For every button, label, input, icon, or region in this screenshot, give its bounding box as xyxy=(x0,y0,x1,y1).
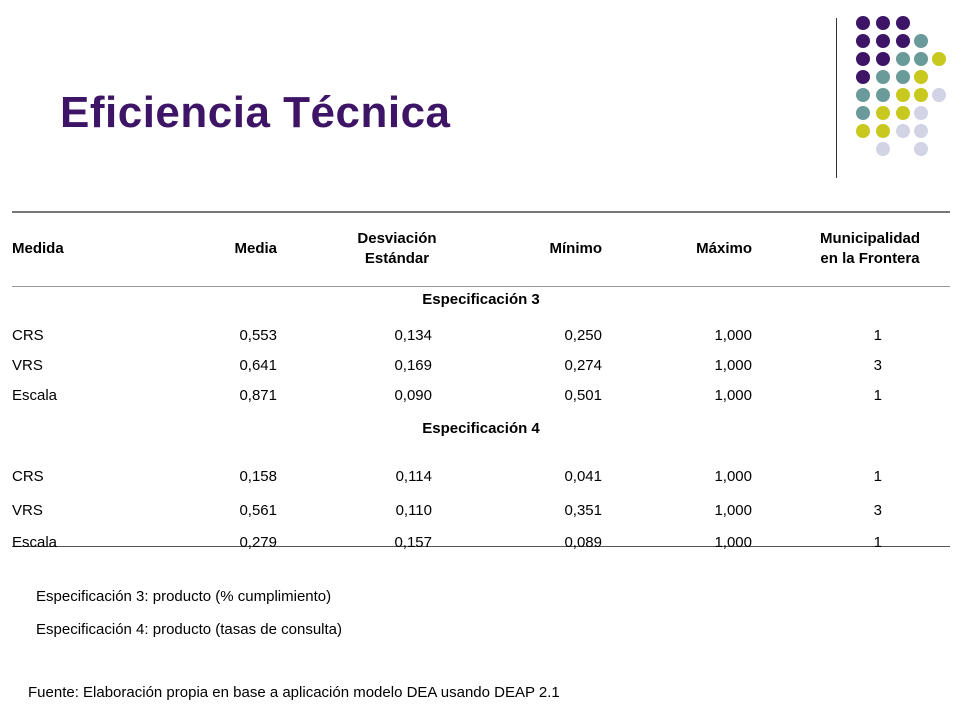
header-desviacion-line1: Desviación xyxy=(357,230,437,247)
table-row xyxy=(12,468,950,488)
header-desviacion xyxy=(322,229,472,269)
table-cell: 0,169 xyxy=(394,357,432,374)
table-cell: 1,000 xyxy=(714,357,752,374)
table-top-rule xyxy=(12,211,950,213)
decorative-dot xyxy=(876,142,890,156)
table-row xyxy=(12,387,950,407)
decorative-dot xyxy=(914,142,928,156)
table-cell: 0,090 xyxy=(394,387,432,404)
decorative-dot xyxy=(896,52,910,66)
decorative-dot xyxy=(856,70,870,84)
note-spec-4: Especificación 4: producto (tasas de consulta) xyxy=(36,621,342,638)
table-cell: 1,000 xyxy=(714,534,752,551)
decorative-dot xyxy=(914,124,928,138)
table-cell: 0,114 xyxy=(395,468,432,485)
decorative-dot xyxy=(876,88,890,102)
table-cell: 0,250 xyxy=(564,327,602,344)
table-cell: Escala xyxy=(12,387,58,404)
decorative-dot xyxy=(896,88,910,102)
decorative-dot xyxy=(856,16,870,30)
note-spec-3: Especificación 3: producto (% cumplimiento) xyxy=(36,588,332,605)
table-cell: 0,351 xyxy=(564,502,602,519)
table-cell: 0,561 xyxy=(239,502,277,519)
table-cell: 1 xyxy=(873,468,882,485)
table-cell: 1 xyxy=(873,327,882,344)
decorative-divider xyxy=(836,18,837,178)
header-municipalidad xyxy=(790,229,950,269)
table-cell: 1,000 xyxy=(714,327,752,344)
table-cell: 3 xyxy=(873,502,882,519)
source-note: Fuente: Elaboración propia en base a aplicación modelo DEA usando DEAP 2.1 xyxy=(28,684,560,701)
header-desviacion-line2: Estándar xyxy=(364,250,430,267)
decorative-dot xyxy=(914,106,928,120)
table-cell: CRS xyxy=(12,468,44,485)
table-cell: 3 xyxy=(873,357,882,374)
decorative-dot xyxy=(856,106,870,120)
table-header-rule xyxy=(12,286,950,287)
decorative-dot xyxy=(896,70,910,84)
decorative-dot xyxy=(932,88,946,102)
header-media: Media xyxy=(234,240,277,257)
decorative-dot xyxy=(896,124,910,138)
table-cell: 0,641 xyxy=(239,357,277,374)
section-label: Especificación 3 xyxy=(422,291,540,308)
decorative-dot xyxy=(876,34,890,48)
header-municipalidad-line2: en la Frontera xyxy=(820,250,920,267)
header-minimo: Mínimo xyxy=(549,240,602,257)
table-cell: 1,000 xyxy=(714,502,752,519)
table-cell: Escala xyxy=(12,534,58,551)
table-row xyxy=(12,502,950,522)
decorative-dot xyxy=(856,52,870,66)
table-cell: CRS xyxy=(12,327,44,344)
table-row xyxy=(12,357,950,377)
table-row xyxy=(12,534,950,554)
table-cell: 1,000 xyxy=(714,387,752,404)
table-cell: 0,871 xyxy=(239,387,277,404)
decorative-dot xyxy=(896,106,910,120)
table-cell: 0,279 xyxy=(239,534,277,551)
decorative-dot xyxy=(856,124,870,138)
header-maximo: Máximo xyxy=(696,240,752,257)
decorative-dot xyxy=(856,88,870,102)
header-municipalidad-line1: Municipalidad xyxy=(819,230,920,247)
table-cell: 0,134 xyxy=(394,327,432,344)
decorative-dot xyxy=(896,16,910,30)
table-cell: 0,089 xyxy=(564,534,602,551)
table-row xyxy=(12,327,950,347)
table-cell: 0,158 xyxy=(239,468,277,485)
table-cell: VRS xyxy=(12,357,43,374)
decorative-dot xyxy=(876,124,890,138)
decorative-dot xyxy=(896,34,910,48)
decorative-dot xyxy=(914,70,928,84)
page-title: Eficiencia Técnica xyxy=(60,88,451,137)
table-cell: VRS xyxy=(12,502,43,519)
table-cell: 0,041 xyxy=(564,468,602,485)
table-cell: 1 xyxy=(873,534,882,551)
table-cell: 0,157 xyxy=(394,534,432,551)
decorative-dot xyxy=(856,34,870,48)
decorative-dot xyxy=(876,52,890,66)
decorative-dot xyxy=(876,70,890,84)
table-cell: 0,553 xyxy=(239,327,277,344)
table-cell: 0,274 xyxy=(564,357,602,374)
table-cell: 0,110 xyxy=(395,502,432,519)
decorative-dot xyxy=(914,34,928,48)
section-label: Especificación 4 xyxy=(422,420,540,437)
header-medida: Medida xyxy=(12,240,64,257)
decorative-dot xyxy=(914,52,928,66)
table-cell: 1 xyxy=(873,387,882,404)
decorative-dot xyxy=(932,52,946,66)
decorative-dot xyxy=(914,88,928,102)
decorative-dot xyxy=(876,106,890,120)
table-cell: 1,000 xyxy=(714,468,752,485)
table-cell: 0,501 xyxy=(564,387,602,404)
decorative-dot xyxy=(876,16,890,30)
